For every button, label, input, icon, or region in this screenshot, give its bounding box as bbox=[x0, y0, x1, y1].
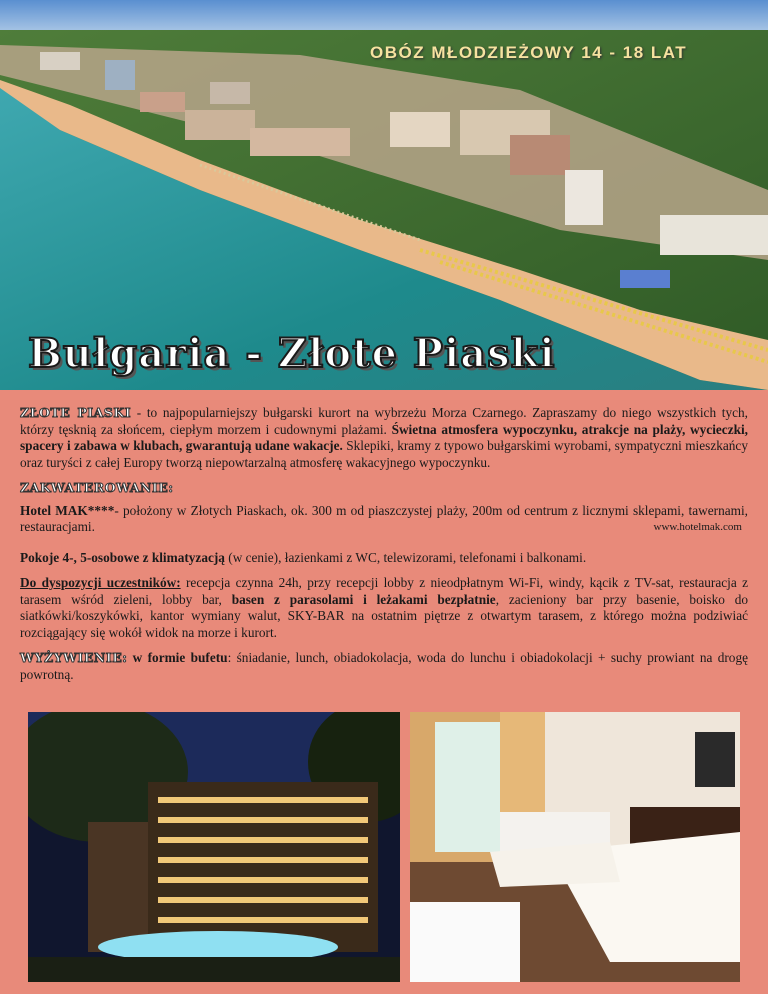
intro-bold: Świetna atmosfera wypoczynku, atrakcje na plaży, wycieczki, spacery i zabawa w klubach, gwarantują udane wakacje. bbox=[20, 421, 749, 453]
food-label: WYŻYWIENIE: bbox=[20, 650, 128, 665]
facilities-text: recepcja czynna 24h, przy recepcji lobby z nieodpłatnym Wi-Fi, windy, kącik z TV-sat, restauracja z tarasem wśród zieleni, lobby bar, bbox=[20, 575, 748, 607]
intro-text: - to najpopularniejszy bułgarski kurort na wybrzeżu Morza Czarnego. Zapraszamy do niego wszystkich tych, którzy tęsknią za słońcem, ciepłym morzem i cudownymi plażami. bbox=[20, 405, 748, 437]
intro-paragraph bbox=[20, 405, 748, 471]
facilities-bold: basen z parasolami i leżakami bezpłatnie bbox=[231, 591, 496, 607]
rooms-paragraph bbox=[20, 550, 748, 567]
hotel-text: - położony w Złotych Piaskach, ok. 300 m od piaszczystej plaży, 200m od centrum z licznymi sklepami, tawernami, restauracjami. bbox=[20, 502, 748, 534]
photo-gallery bbox=[28, 712, 740, 982]
rooms-bold: Pokoje 4-, 5-osobowe z klimatyzacją bbox=[20, 549, 225, 565]
intro-text-2: Sklepiki, kramy z typowo bułgarskimi wyrobami, sympatyczni mieszkańcy oraz turyści z całej Europy tworzą niepowtarzalną atmosferę wakacyjnego wypoczynku. bbox=[20, 438, 748, 470]
offer-description bbox=[20, 405, 748, 692]
hotel-night-photo bbox=[28, 712, 400, 982]
camp-title: OBÓZ MŁODZIEŻOWY 14 - 18 LAT bbox=[370, 43, 688, 62]
hero-photo bbox=[0, 0, 768, 390]
page-title: Bułgaria - Złote Piaski bbox=[28, 330, 556, 377]
hotel-paragraph bbox=[20, 503, 748, 536]
food-bold: w formie bufetu bbox=[127, 650, 228, 665]
food-text: : śniadanie, lunch, obiadokolacja, woda do lunchu i obiadokolacji + suchy prowiant na drogę powrotną. bbox=[20, 650, 749, 682]
facilities-label: Do dyspozycji uczestników: bbox=[20, 575, 181, 590]
facilities-text-2: , zacieniony bar przy basenie, boisko do siatkówki/koszykówki, kantor wymiany walut, SKY-BAR na ostatnim piętrze z otwartym tarasem, z którego można podziwiać rozciągający się wokół widok na morze i kurort. bbox=[20, 591, 748, 640]
facilities-paragraph bbox=[20, 575, 748, 641]
accommodation-label: ZAKWATEROWANIE: bbox=[20, 480, 174, 495]
rooms-text: (w cenie), łazienkami z WC, telewizorami, telefonami i balkonami. bbox=[224, 549, 587, 565]
accommodation-heading bbox=[20, 480, 748, 497]
hotel-name: Hotel MAK**** bbox=[20, 502, 115, 518]
hotel-website-link[interactable]: www.hotelmak.com bbox=[653, 521, 742, 533]
food-paragraph bbox=[20, 650, 748, 683]
hotel-room-photo bbox=[410, 712, 740, 982]
intro-lead: ZŁOTE PIASKI bbox=[20, 405, 132, 420]
